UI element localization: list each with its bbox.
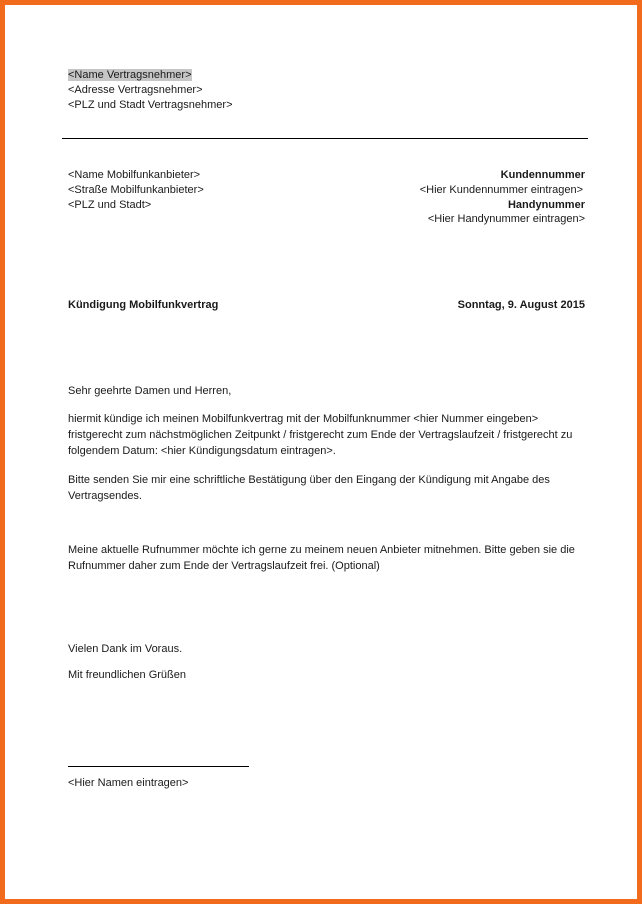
- phone-number-value[interactable]: <Hier Handynummer eintragen>: [427, 213, 585, 225]
- phone-number-label: Handynummer: [507, 199, 585, 211]
- subject-line: Kündigung Mobilfunkvertrag: [68, 299, 219, 311]
- sender-city[interactable]: <PLZ und Stadt Vertragsnehmer>: [68, 99, 233, 111]
- sender-name[interactable]: <Name Vertragsnehmer>: [68, 69, 192, 81]
- letter-date: Sonntag, 9. August 2015: [457, 299, 585, 311]
- closing-line: Mit freundlichen Grüßen: [68, 669, 186, 681]
- customer-number-value[interactable]: <Hier Kundennummer eintragen>: [419, 184, 583, 196]
- salutation: Sehr geehrte Damen und Herren,: [68, 385, 232, 397]
- paragraph-confirmation: Bitte senden Sie mir eine schriftliche Bestätigung über den Eingang der Kündigung mit Angabe des Vertragsendes.: [68, 474, 550, 502]
- recipient-city[interactable]: <PLZ und Stadt>: [68, 199, 152, 211]
- header-divider: [62, 138, 588, 139]
- recipient-street[interactable]: <Straße Mobilfunkanbieter>: [68, 184, 204, 196]
- paragraph-cancellation: hiermit kündige ich meinen Mobilfunkvertrag mit der Mobilfunknummer <hier Nummer eingeben> fristgerecht zum nächstmöglichen Zeitpunkt / fristgerecht zum Ende der Vertragslaufzeit / fristgerecht zu folgendem Datum: <hier Kündigungsdatum eintragen>.: [68, 413, 573, 457]
- recipient-name[interactable]: <Name Mobilfunkanbieter>: [68, 169, 201, 181]
- signature-name[interactable]: <Hier Namen eintragen>: [68, 777, 189, 789]
- signature-line: [68, 766, 249, 767]
- thanks-line: Vielen Dank im Voraus.: [68, 643, 183, 655]
- customer-number-label: Kundennummer: [500, 169, 585, 181]
- letter-page: [10, 10, 642, 904]
- paragraph-number-porting: Meine aktuelle Rufnummer möchte ich gerne zu meinem neuen Anbieter mitnehmen. Bitte geben sie die Rufnummer daher zum Ende der Vertragslaufzeit frei. (Optional): [68, 544, 575, 572]
- sender-address[interactable]: <Adresse Vertragsnehmer>: [68, 84, 203, 96]
